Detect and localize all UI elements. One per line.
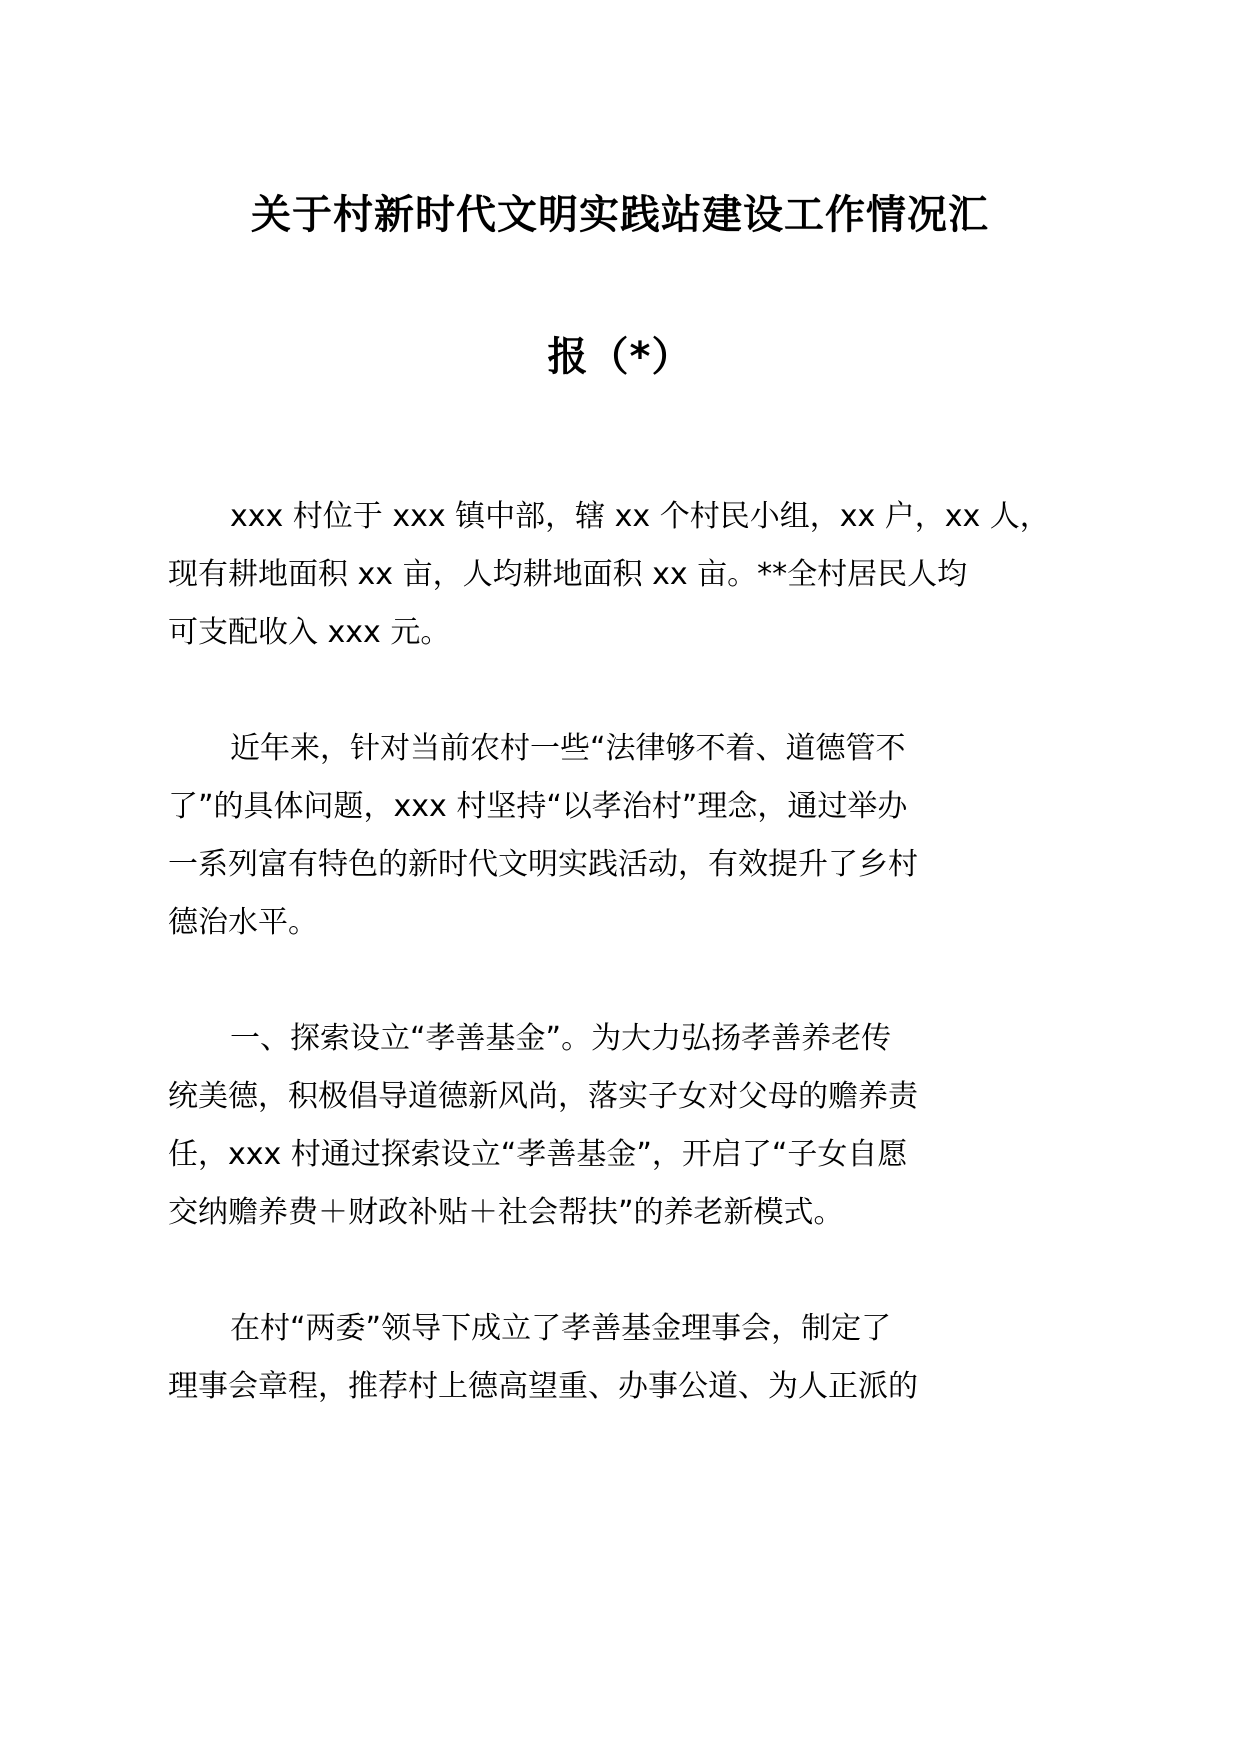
document-title-line-1: 关于村新时代文明实践站建设工作情况汇	[251, 192, 989, 238]
text-line: 一系列富有特色的新时代文明实践活动，有效提升了乡村	[168, 847, 918, 882]
text-line: 交纳赡养费＋财政补贴＋社会帮扶”的养老新模式。	[168, 1195, 844, 1230]
text-line: 德治水平。	[168, 905, 318, 940]
text-line: 了”的具体问题，xxx 村坚持“以孝治村”理念，通过举办	[168, 789, 908, 824]
text-line: 近年来，针对当前农村一些“法律够不着、道德管不	[230, 731, 906, 766]
paragraph-intro	[168, 488, 1050, 662]
text-line: 理事会章程，推荐村上德高望重、办事公道、为人正派的	[168, 1369, 918, 1404]
paragraph-section-1	[168, 1010, 968, 1242]
text-line: 一、探索设立“孝善基金”。为大力弘扬孝善养老传	[230, 1021, 892, 1056]
text-line: 统美德，积极倡导道德新风尚，落实子女对父母的赡养责	[168, 1079, 918, 1114]
text-line: xxx 村位于 xxx 镇中部，辖 xx 个村民小组，xx 户，xx 人，	[230, 499, 1050, 534]
paragraph-council	[168, 1300, 968, 1416]
document-body	[168, 488, 1050, 1474]
text-line: 在村“两委”领导下成立了孝善基金理事会，制定了	[230, 1311, 892, 1346]
text-line: 可支配收入 xxx 元。	[168, 615, 451, 650]
text-line: 任，xxx 村通过探索设立“孝善基金”，开启了“子女自愿	[168, 1137, 908, 1172]
text-line: 现有耕地面积 xx 亩，人均耕地面积 xx 亩。**全村居民人均	[168, 557, 968, 592]
document-title-line-2: 报（*）	[547, 334, 693, 380]
paragraph-background	[168, 720, 968, 952]
